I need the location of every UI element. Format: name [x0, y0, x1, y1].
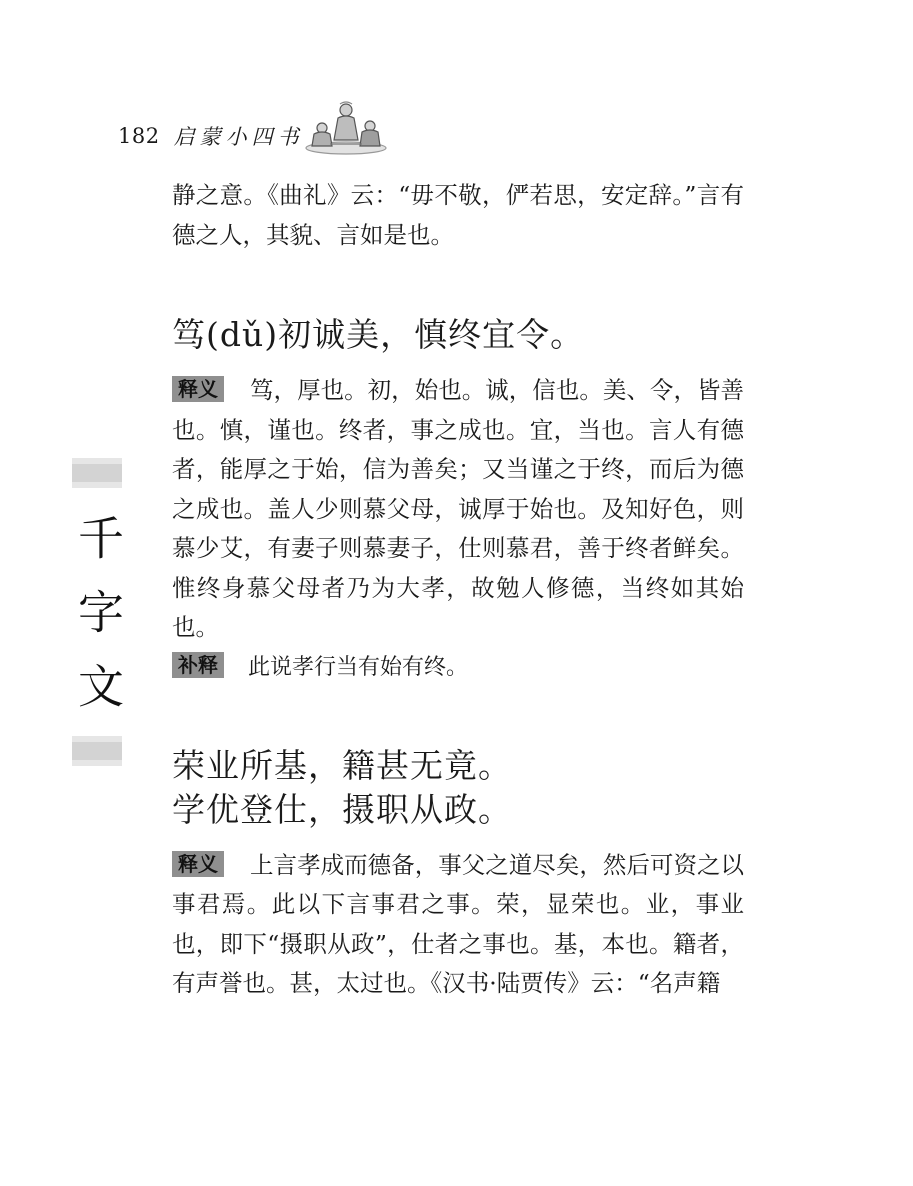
gloss-text: 上言孝成而德备，事父之道尽矣，然后可资之以事君焉。此以下言事君之事。荣，显荣也。业，事业也，即下“摄职从政”，仕者之事也。基，本也。籍者，有声誉也。甚，太过也。《汉书·陆贾传》云：“名声籍 — [172, 850, 744, 997]
gloss-tag: 释义 — [172, 376, 224, 402]
page-number: 182 — [118, 124, 160, 148]
gloss-paragraph — [172, 846, 744, 1004]
running-header — [118, 118, 304, 154]
gloss-text: 笃，厚也。初，始也。诚，信也。美、令，皆善也。慎，谨也。终者，事之成也。宜，当也。言人有德者，能厚之于始，信为善矣；又当谨之于终，而后为德之成也。盖人少则慕父母，诚厚于始也。及知好色，则慕少艾，有妻子则慕妻子，仕则慕君，善于终者鲜矣。惟终身慕父母者乃为大孝，故勉人修德，当终如其始也。 — [172, 376, 744, 641]
supplement-paragraph — [172, 650, 744, 686]
side-bar-top — [72, 458, 122, 488]
header-illustration-icon — [300, 100, 392, 156]
gloss-tag: 释义 — [172, 851, 224, 877]
side-bar-bottom — [72, 736, 122, 766]
gloss-paragraph — [172, 371, 744, 648]
verse-line: 学优登仕，摄职从政。 — [172, 789, 512, 829]
verse-line: 荣业所基，籍甚无竟。 — [172, 745, 512, 785]
side-chapter-title: 千字文 — [71, 514, 125, 736]
verse-line: 笃(dǔ)初诚美，慎终宜令。 — [172, 315, 585, 354]
supplement-text: 此说孝行当有始有终。 — [248, 654, 469, 680]
side-chapter-marker — [72, 458, 124, 766]
supplement-tag: 补释 — [172, 652, 224, 678]
main-text — [172, 176, 744, 1004]
book-title: 启蒙小四书 — [173, 125, 304, 149]
continuation-paragraph: 静之意。《曲礼》云：“毋不敬，俨若思，安定辞。”言有德之人，其貌、言如是也。 — [172, 181, 744, 249]
